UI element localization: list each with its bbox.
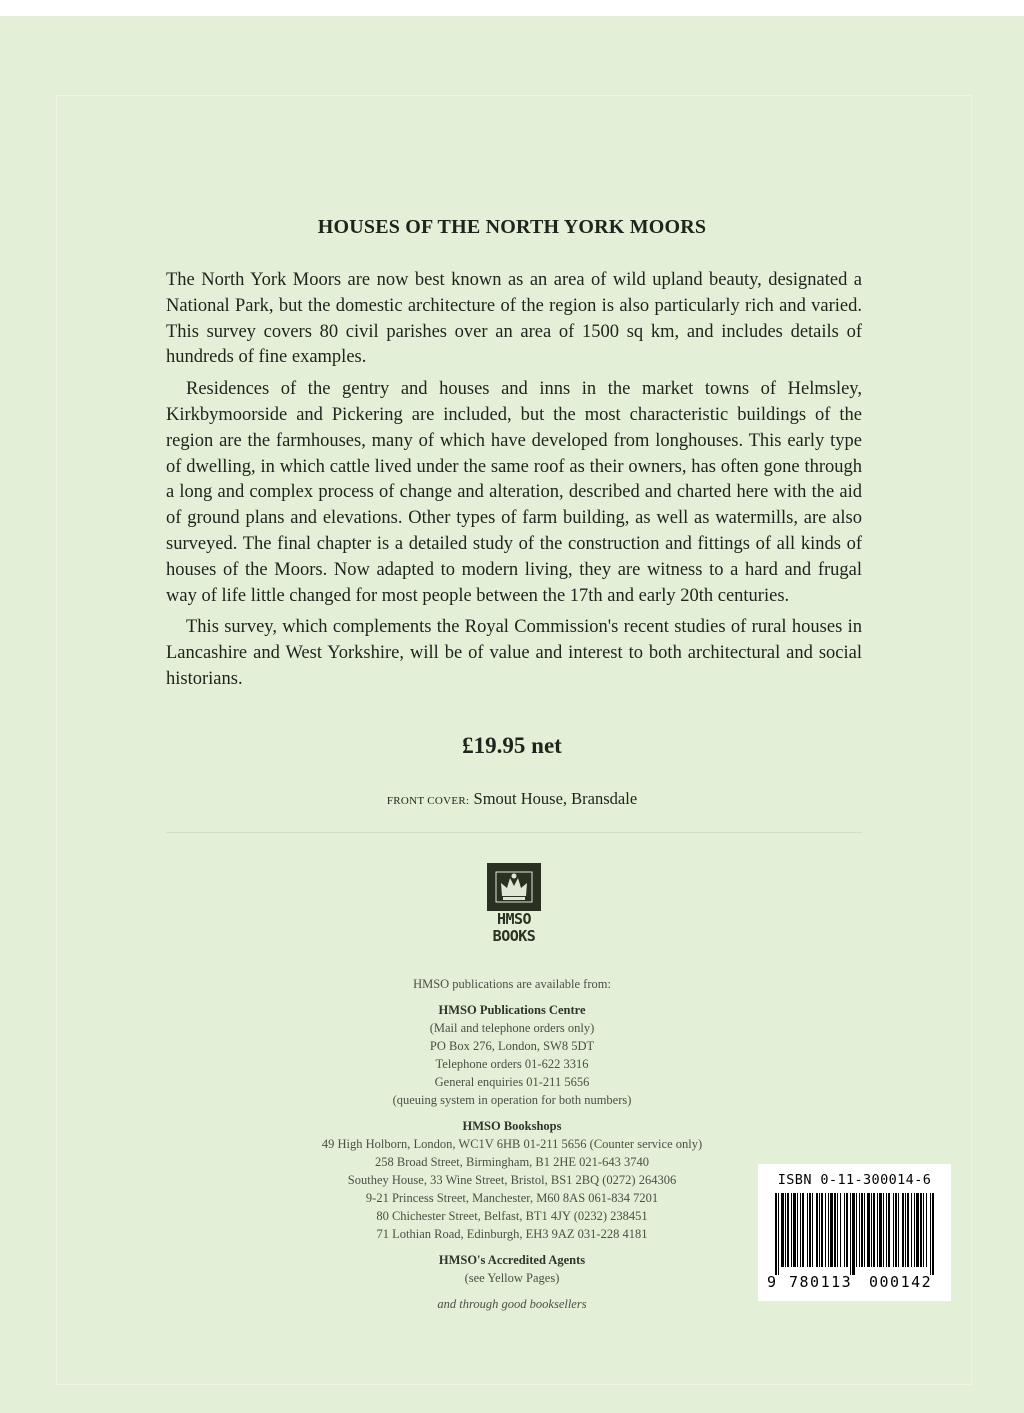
isbn-number: ISBN 0-11-300014-6 [777, 1172, 932, 1188]
barcode-bar [821, 1193, 823, 1267]
barcode-bar [834, 1193, 836, 1267]
barcode-bar [873, 1193, 875, 1267]
centre-line: (queuing system in operation for both numbers) [392, 1093, 632, 1107]
barcode-digits [767, 1273, 942, 1291]
barcode-bar [879, 1193, 882, 1267]
barcode-bar [787, 1193, 789, 1267]
bookshop-line: 71 Lothian Road, Edinburgh, EH3 9AZ 031-228 4181 [376, 1227, 648, 1241]
barcode-bar [893, 1193, 894, 1267]
barcode-bar [809, 1193, 811, 1267]
barcode-lead-digit: 9 [767, 1273, 777, 1291]
barcode-bar [828, 1193, 829, 1267]
bookshop-line: 9-21 Princess Street, Manchester, M60 8AS 061-834 7201 [365, 1191, 659, 1205]
barcode-bar [932, 1193, 934, 1275]
barcode-bar [802, 1193, 804, 1267]
blurb [166, 268, 862, 699]
barcode-bar [898, 1193, 899, 1267]
barcode-bar [864, 1193, 865, 1267]
barcode-bar [785, 1193, 786, 1267]
agents-note: (see Yellow Pages) [464, 1271, 560, 1285]
barcode-bar [816, 1193, 818, 1267]
barcode-bar [791, 1193, 792, 1267]
barcode-bar [907, 1193, 909, 1267]
barcode-bar [861, 1193, 863, 1267]
barcode-bar [905, 1193, 906, 1267]
barcode-bar [775, 1193, 777, 1275]
barcode-bar [856, 1193, 857, 1267]
divider [166, 832, 862, 833]
closing-line: and through good booksellers [437, 1297, 587, 1311]
barcode-bar [778, 1193, 779, 1275]
barcode-bar [895, 1193, 897, 1267]
centre-line: (Mail and telephone orders only) [429, 1021, 595, 1035]
barcode [767, 1193, 942, 1275]
barcode-bar [837, 1193, 838, 1267]
bookshop-line: 49 High Holborn, London, WC1V 6HB 01-211 5656 (Counter service only) [321, 1137, 703, 1151]
barcode-bar [781, 1193, 784, 1267]
blurb-paragraph-3: This survey, which complements the Royal Commission's recent studies of rural houses in Lancashire and West Yorkshire, will be of value and interest to both architectural and social historians. [166, 617, 862, 689]
barcode-bar [800, 1193, 801, 1267]
front-cover-label: FRONT COVER: [386, 795, 470, 807]
barcode-bar [916, 1193, 919, 1267]
price: £19.95 net [462, 733, 562, 758]
barcode-bar [844, 1193, 845, 1267]
isbn-barcode-panel [758, 1164, 951, 1301]
centre-heading: HMSO Publications Centre [438, 1003, 586, 1017]
barcode-bar [793, 1193, 796, 1267]
logo-line-1: HMSO [496, 910, 532, 928]
barcode-bar [888, 1193, 890, 1267]
barcode-bar [926, 1193, 927, 1267]
barcode-bar [797, 1193, 798, 1267]
logo-line-2: BOOKS [492, 927, 536, 945]
barcode-right-digits: 000142 [869, 1273, 933, 1291]
barcode-bar [902, 1193, 904, 1267]
barcode-bar [812, 1193, 813, 1267]
availability-intro: HMSO publications are available from: [413, 977, 611, 991]
agents-heading: HMSO's Accredited Agents [438, 1253, 586, 1267]
barcode-bar [911, 1193, 912, 1267]
bookshop-line: 258 Broad Street, Birmingham, B1 2HE 021-643 3740 [375, 1155, 649, 1169]
barcode-bar [807, 1193, 808, 1267]
barcode-bar [930, 1193, 931, 1275]
barcode-bar [830, 1193, 833, 1267]
barcode-bar [859, 1193, 860, 1267]
barcode-bar [871, 1193, 872, 1267]
barcode-bar [920, 1193, 922, 1267]
barcode-bar [867, 1193, 870, 1267]
crown-icon [487, 863, 541, 911]
book-title: HOUSES OF THE NORTH YORK MOORS [317, 216, 707, 238]
barcode-bar [825, 1193, 826, 1267]
barcode-bar [846, 1193, 848, 1267]
front-cover-credit [0, 789, 1024, 809]
barcode-bar [923, 1193, 924, 1267]
barcode-bar [850, 1193, 851, 1275]
bookshops-heading: HMSO Bookshops [462, 1119, 562, 1133]
blurb-paragraph-2: Residences of the gentry and houses and inns in the market towns of Helmsley, Kirkbymoorside and Pickering are included, but the most characteristic buildings of the region are the farmhouses, many of which have developed from longhouses. This early type of dwelling, in which cattle lived under the same roof as their owners, has often gone through a long and complex process of change and alteration, described and charted here with the aid of ground plans and elevations. Other types of farm building, as well as watermills, are also surveyed. The final chapter is a detailed study of the construction and fittings of all kinds of houses of the Moors. Now adapted to modern living, they are witness to a hard and frugal way of life little changed for most people between the 17th and early 20th centuries. [166, 379, 862, 606]
barcode-bar [883, 1193, 884, 1267]
hmso-logo [487, 863, 541, 949]
centre-line: General enquiries 01-211 5656 [434, 1075, 590, 1089]
barcode-bar [877, 1193, 878, 1267]
bookshop-line: Southey House, 33 Wine Street, Bristol, BS1 2BQ (0272) 264306 [347, 1173, 677, 1187]
barcode-bar [819, 1193, 820, 1267]
barcode-bar [840, 1193, 841, 1267]
bookshop-line: 80 Chichester Street, Belfast, BT1 4JY (0232) 238451 [376, 1209, 648, 1223]
centre-line: PO Box 276, London, SW8 5DT [429, 1039, 595, 1053]
centre-line: Telephone orders 01-622 3316 [435, 1057, 589, 1071]
barcode-bar [886, 1193, 887, 1267]
barcode-left-digits: 780113 [789, 1273, 853, 1291]
barcode-bar [852, 1193, 855, 1275]
blurb-paragraph-1: The North York Moors are now best known as an area of wild upland beauty, designated a National Park, but the domestic architecture of the region is also particularly rich and varied. This survey covers 80 civil parishes over an area of 1500 sq km, and includes details of hundreds of fine examples. [166, 270, 862, 368]
barcode-bar [914, 1193, 915, 1267]
front-cover-text: Smout House, Bransdale [473, 789, 638, 808]
